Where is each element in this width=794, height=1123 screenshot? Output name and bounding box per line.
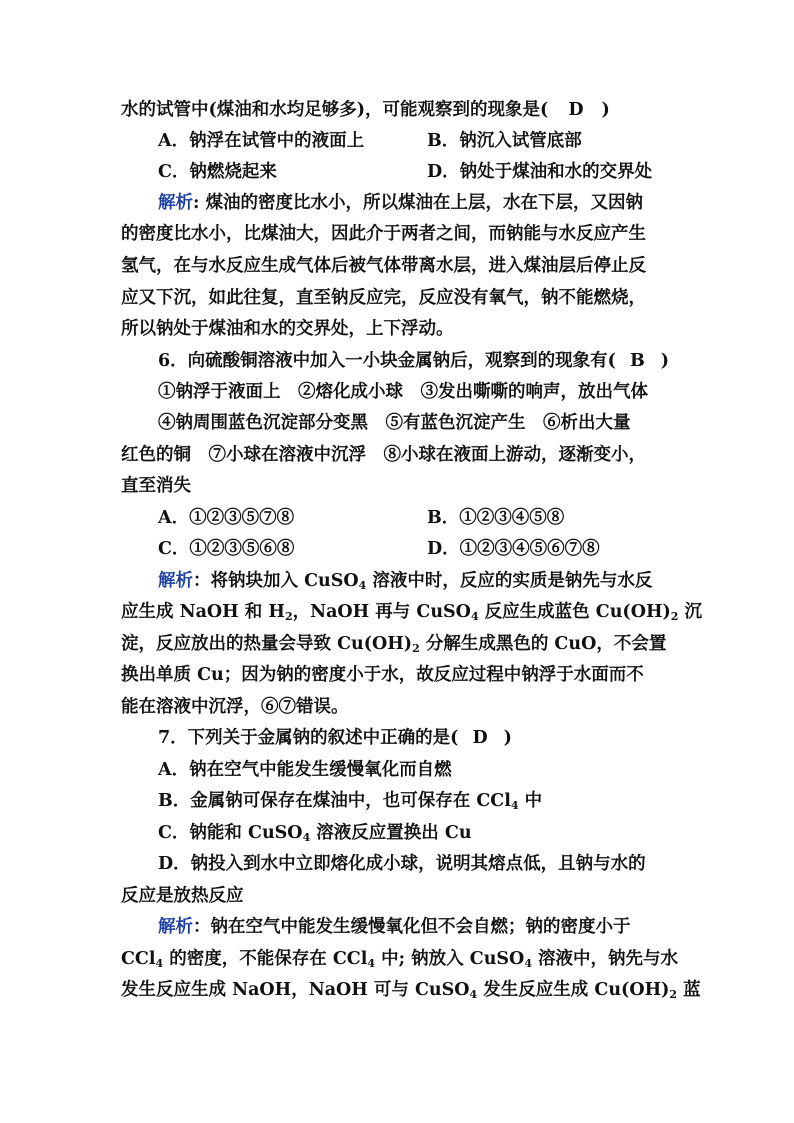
q5-analysis-label: 解析 (158, 193, 193, 213)
q5-stem-text: 水的试管中(煤油和水均足够多)，可能观察到的现象是( (121, 100, 549, 120)
q7-answer: D (472, 728, 488, 748)
q7-option-b-text: B．金属钠可保存在煤油中，也可保存在 CCl (158, 791, 511, 811)
q7-option-c-text: C．钠能和 CuSO (158, 823, 303, 843)
subscript: 4 (358, 579, 367, 592)
subscript: 4 (155, 957, 164, 970)
q6-analysis-line-2 (121, 597, 702, 627)
q6-analysis-text: 溶液中时，反应的实质是钠先与水反 (366, 571, 653, 591)
q6-option-b: B．①②③④⑤⑧ (427, 508, 565, 528)
q5-analysis-line-4: 应又下沉，如此往复，直至钠反应完，反应没有氧气，钠不能燃烧， (121, 288, 646, 308)
q7-option-d-line-2: 反应是放热反应 (121, 886, 244, 906)
q6-analysis-text: 分解生成黑色的 CuO，不会置 (419, 634, 667, 654)
q6-option-d: D．①②③④⑤⑥⑦⑧ (427, 539, 600, 559)
subscript: 4 (524, 957, 532, 970)
q7-analysis-line-2 (121, 944, 678, 974)
q7-analysis-text: 发生反应生成 Cu(OH) (477, 980, 670, 1000)
q6-stem-text: 6．向硫酸铜溶液中加入一小块金属钠后，观察到的现象有( (158, 351, 616, 371)
q7-analysis-label: 解析 (158, 917, 193, 937)
q7-stem-text: 7．下列关于金属钠的叙述中正确的是( (158, 728, 459, 748)
q6-analysis-text: 反应生成蓝色 Cu(OH) (478, 602, 671, 622)
q7-stem-close: ) (503, 728, 512, 748)
q5-analysis-line-2: 的密度比水小，比煤油大，因此介于两者之间，而钠能与水反应产生 (121, 224, 646, 244)
q5-stem-line (121, 95, 610, 125)
q6-items-line-1: ①钠浮于液面上 ②熔化成小球 ③发出嘶嘶的响声，放出气体 (158, 382, 648, 402)
subscript: 4 (470, 610, 479, 623)
subscript: 4 (367, 957, 376, 970)
q7-analysis-text: 中; 钠放入 CuSO (375, 949, 525, 969)
q7-analysis-text: 发生反应生成 NaOH，NaOH 可与 CuSO (121, 980, 470, 1000)
q6-analysis-text: 淀，反应放出的热量会导致 Cu(OH) (121, 634, 413, 654)
q7-option-c (158, 818, 472, 848)
q6-answer: B (629, 351, 645, 371)
q7-analysis-text: 的密度，不能保存在 CCl (163, 949, 368, 969)
q6-analysis-line-1 (158, 566, 652, 596)
q7-option-a: A．钠在空气中能发生缓慢氧化而自燃 (158, 760, 452, 780)
q6-items-line-4: 直至消失 (121, 476, 191, 496)
q7-analysis-line-1 (158, 912, 631, 942)
q5-analysis-text-1: : 煤油的密度比水小，所以煤油在上层，水在下层，又因钠 (193, 193, 644, 213)
q5-analysis-line-3: 氢气，在与水反应生成气体后被气体带离水层，进入煤油层后停止反 (121, 256, 646, 276)
q6-items-line-3: 红色的铜 ⑦小球在溶液中沉浮 ⑧小球在液面上游动，逐渐变小， (121, 445, 646, 465)
q6-analysis-line-3 (121, 629, 666, 659)
subscript: 2 (670, 610, 679, 623)
q7-stem-line (158, 723, 512, 753)
q6-analysis-text: 应生成 NaOH 和 H (121, 602, 285, 622)
q5-option-c: C．钠燃烧起来 (158, 162, 277, 182)
q7-analysis-text: ：钠在空气中能发生缓慢氧化但不会自燃；钠的密度小于 (193, 917, 631, 937)
q6-analysis-line-4: 换出单质 Cu；因为钠的密度小于水，故反应过程中钠浮于水面而不 (121, 665, 644, 685)
q5-option-d: D．钠处于煤油和水的交界处 (427, 162, 653, 182)
q7-option-d-line-1: D．钠投入到水中立即熔化成小球，说明其熔点低，且钠与水的 (158, 854, 646, 874)
q6-option-c: C．①②③⑤⑥⑧ (158, 539, 295, 559)
q5-answer: D (568, 100, 584, 120)
subscript: 4 (469, 988, 478, 1001)
subscript: 2 (669, 988, 678, 1001)
q6-analysis-line-5: 能在溶液中沉浮，⑥⑦错误。 (121, 697, 349, 717)
q6-analysis-text: ：将钠块加入 CuSO (193, 571, 359, 591)
q6-stem-close: ) (660, 351, 670, 371)
subscript: 2 (412, 642, 420, 655)
q6-option-a: A．①②③⑤⑦⑧ (158, 508, 295, 528)
q5-option-b: B．钠沉入试管底部 (427, 131, 582, 151)
q5-stem-close: ) (601, 100, 610, 120)
q6-analysis-text: 沉 (678, 602, 703, 622)
q7-analysis-line-3 (121, 975, 701, 1005)
q7-analysis-text: 蓝 (677, 980, 701, 1000)
q6-analysis-label: 解析 (158, 571, 193, 591)
subscript: 4 (510, 799, 519, 812)
q5-analysis-line-1 (158, 188, 643, 218)
q6-stem-line (158, 346, 669, 376)
q6-items-line-2: ④钠周围蓝色沉淀部分变黑 ⑤有蓝色沉淀产生 ⑥析出大量 (158, 413, 631, 433)
q5-analysis-line-5: 所以钠处于煤油和水的交界处，上下浮动。 (121, 319, 454, 339)
q7-analysis-text: 溶液中，钠先与水 (531, 949, 679, 969)
subscript: 4 (302, 831, 311, 844)
q7-option-c-text: 溶液反应置换出 Cu (310, 823, 472, 843)
q6-analysis-text: ，NaOH 再与 CuSO (292, 602, 471, 622)
subscript: 2 (284, 610, 293, 623)
q7-option-b-text: 中 (518, 791, 543, 811)
q7-analysis-text: CCl (121, 949, 156, 969)
q7-option-b (158, 786, 542, 816)
q5-option-a: A．钠浮在试管中的液面上 (158, 131, 365, 151)
